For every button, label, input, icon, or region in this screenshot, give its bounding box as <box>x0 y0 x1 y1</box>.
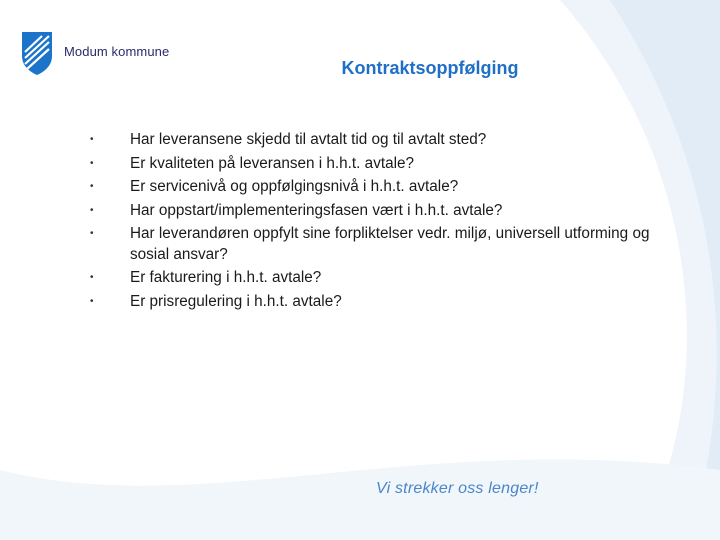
slide-title: Kontraktsoppfølging <box>341 58 519 78</box>
logo-text: Modum kommune <box>64 44 170 59</box>
bullet-icon: • <box>90 272 94 283</box>
bullet-icon: • <box>90 204 94 216</box>
bullet-icon: • <box>90 157 94 169</box>
list-item-text: Har leverandøren oppfylt sine forpliktelser vedr. miljø, universell utforming og sosial ansvar? <box>130 225 650 263</box>
list-item-text: Er prisregulering i h.h.t. avtale? <box>130 292 342 310</box>
bullet-icon: • <box>90 181 94 192</box>
list-item <box>90 130 690 151</box>
list-item <box>90 177 690 198</box>
bullet-icon: • <box>90 134 94 145</box>
list-item <box>90 154 690 175</box>
bullet-icon: • <box>90 295 94 307</box>
list-item-text: Er servicenivå og oppfølgingsnivå i h.h.t. avtale? <box>130 178 459 195</box>
list-item <box>90 292 690 313</box>
list-item <box>90 201 690 222</box>
shield-logo-icon <box>20 30 54 76</box>
list-item <box>90 224 690 265</box>
organization-logo <box>20 30 200 82</box>
list-item-text: Har oppstart/implementeringsfasen vært i h.h.t. avtale? <box>130 201 503 219</box>
slogan-text: Vi strekker oss lenger! <box>376 480 539 497</box>
list-item-text: Har leveransene skjedd til avtalt tid og til avtalt sted? <box>130 131 487 148</box>
list-item <box>90 268 690 289</box>
bullet-icon: • <box>90 228 94 239</box>
list-item-text: Er fakturering i h.h.t. avtale? <box>130 269 322 286</box>
bullet-list <box>90 130 690 315</box>
list-item-text: Er kvaliteten på leveransen i h.h.t. avtale? <box>130 154 415 172</box>
